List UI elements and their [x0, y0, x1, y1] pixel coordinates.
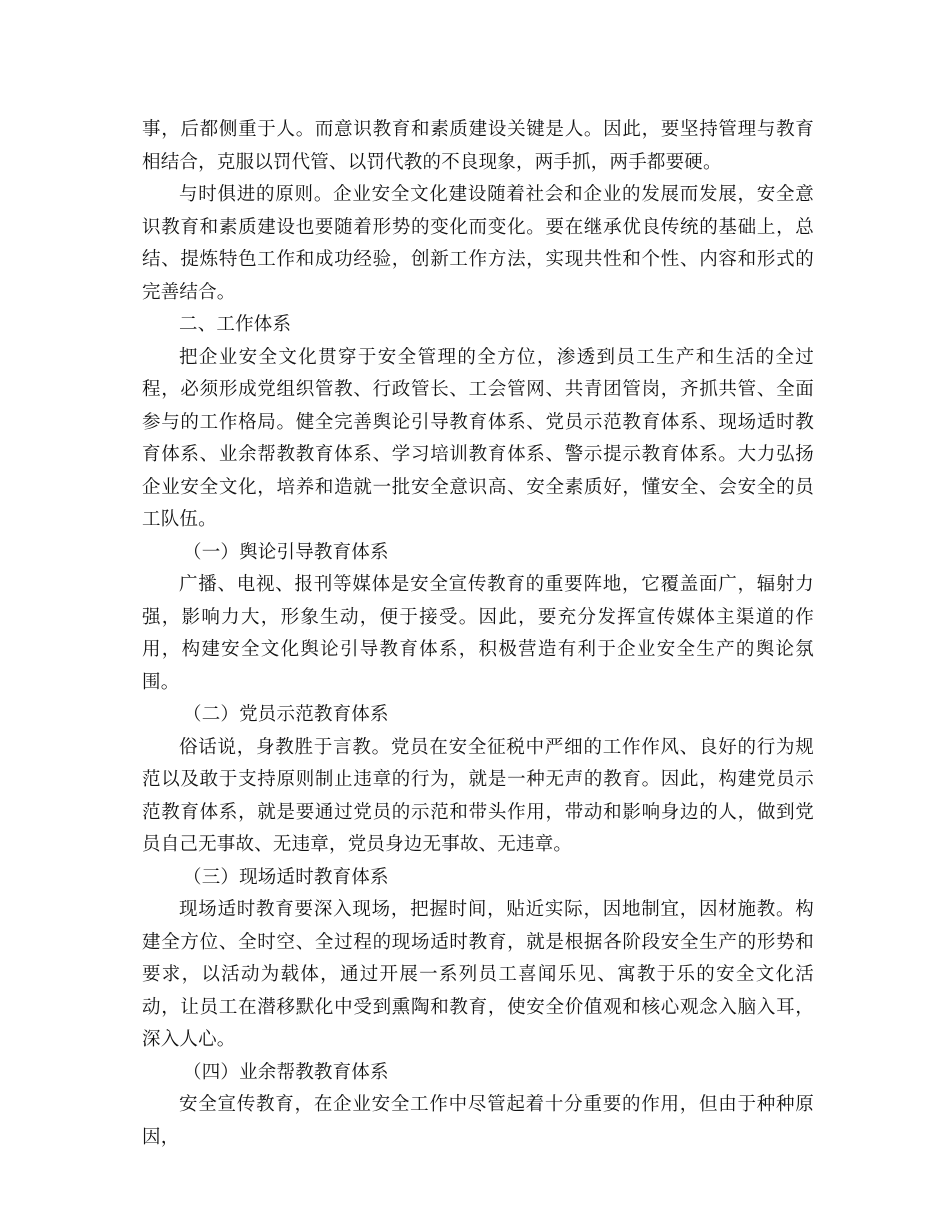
body-paragraph: 俗话说，身教胜于言教。党员在安全征税中严细的工作作风、良好的行为规范以及敢于支持原则制止违章的行为，就是一种无声的教育。因此，构建党员示范教育体系，就是要通过党员的示范和带头作用，带动和影响身边的人，做到党员自己无事故、无违章，党员身边无事故、无违章。 [142, 736, 814, 855]
body-paragraph: 安全宣传教育，在企业安全工作中尽管起着十分重要的作用，但由于种种原因， [142, 1094, 814, 1148]
subsection-heading: （一）舆论引导教育体系 [183, 541, 389, 563]
subsection-heading: （二）党员示范教育体系 [183, 704, 389, 725]
document-page [142, 114, 814, 1154]
body-paragraph: 广播、电视、报刊等媒体是安全宣传教育的重要阵地，它覆盖面广，辐射力强，影响力大，形象生动，便于接受。因此，要充分发挥宣传媒体主渠道的作用，构建安全文化舆论引导教育体系，积极营造有利于企业安全生产的舆论氛围。 [142, 574, 814, 693]
body-paragraph: 与时俱进的原则。企业安全文化建设随着社会和企业的发展而发展，安全意识教育和素质建设也要随着形势的变化而变化。要在继承优良传统的基础上，总结、提炼特色工作和成功经验，创新工作方法，实现共性和个性、内容和形式的完善结合。 [142, 184, 814, 303]
body-paragraph: 把企业安全文化贯穿于安全管理的全方位，渗透到员工生产和生活的全过程，必须形成党组织管教、行政管长、工会管网、共青团管岗，齐抓共管、全面参与的工作格局。健全完善舆论引导教育体系、党员示范教育体系、现场适时教育体系、业余帮教教育体系、学习培训教育体系、警示提示教育体系。大力弘扬企业安全文化，培养和造就一批安全意识高、安全素质好，懂安全、会安全的员工队伍。 [142, 346, 814, 530]
subsection-heading: （四）业余帮教教育体系 [183, 1061, 389, 1083]
body-paragraph: 事，后都侧重于人。而意识教育和素质建设关键是人。因此，要坚持管理与教育相结合，克服以罚代管、以罚代教的不良现象，两手抓，两手都要硬。 [142, 119, 814, 173]
subsection-heading: （三）现场适时教育体系 [183, 866, 389, 888]
section-heading: 二、工作体系 [179, 314, 292, 335]
body-paragraph: 现场适时教育要深入现场，把握时间，贴近实际，因地制宜，因材施教。构建全方位、全时空、全过程的现场适时教育，就是根据各阶段安全生产的形势和要求，以活动为载体，通过开展一系列员工喜闻乐见、寓教于乐的安全文化活动，让员工在潜移默化中受到熏陶和教育，使安全价值观和核心观念入脑入耳，深入人心。 [142, 899, 814, 1050]
